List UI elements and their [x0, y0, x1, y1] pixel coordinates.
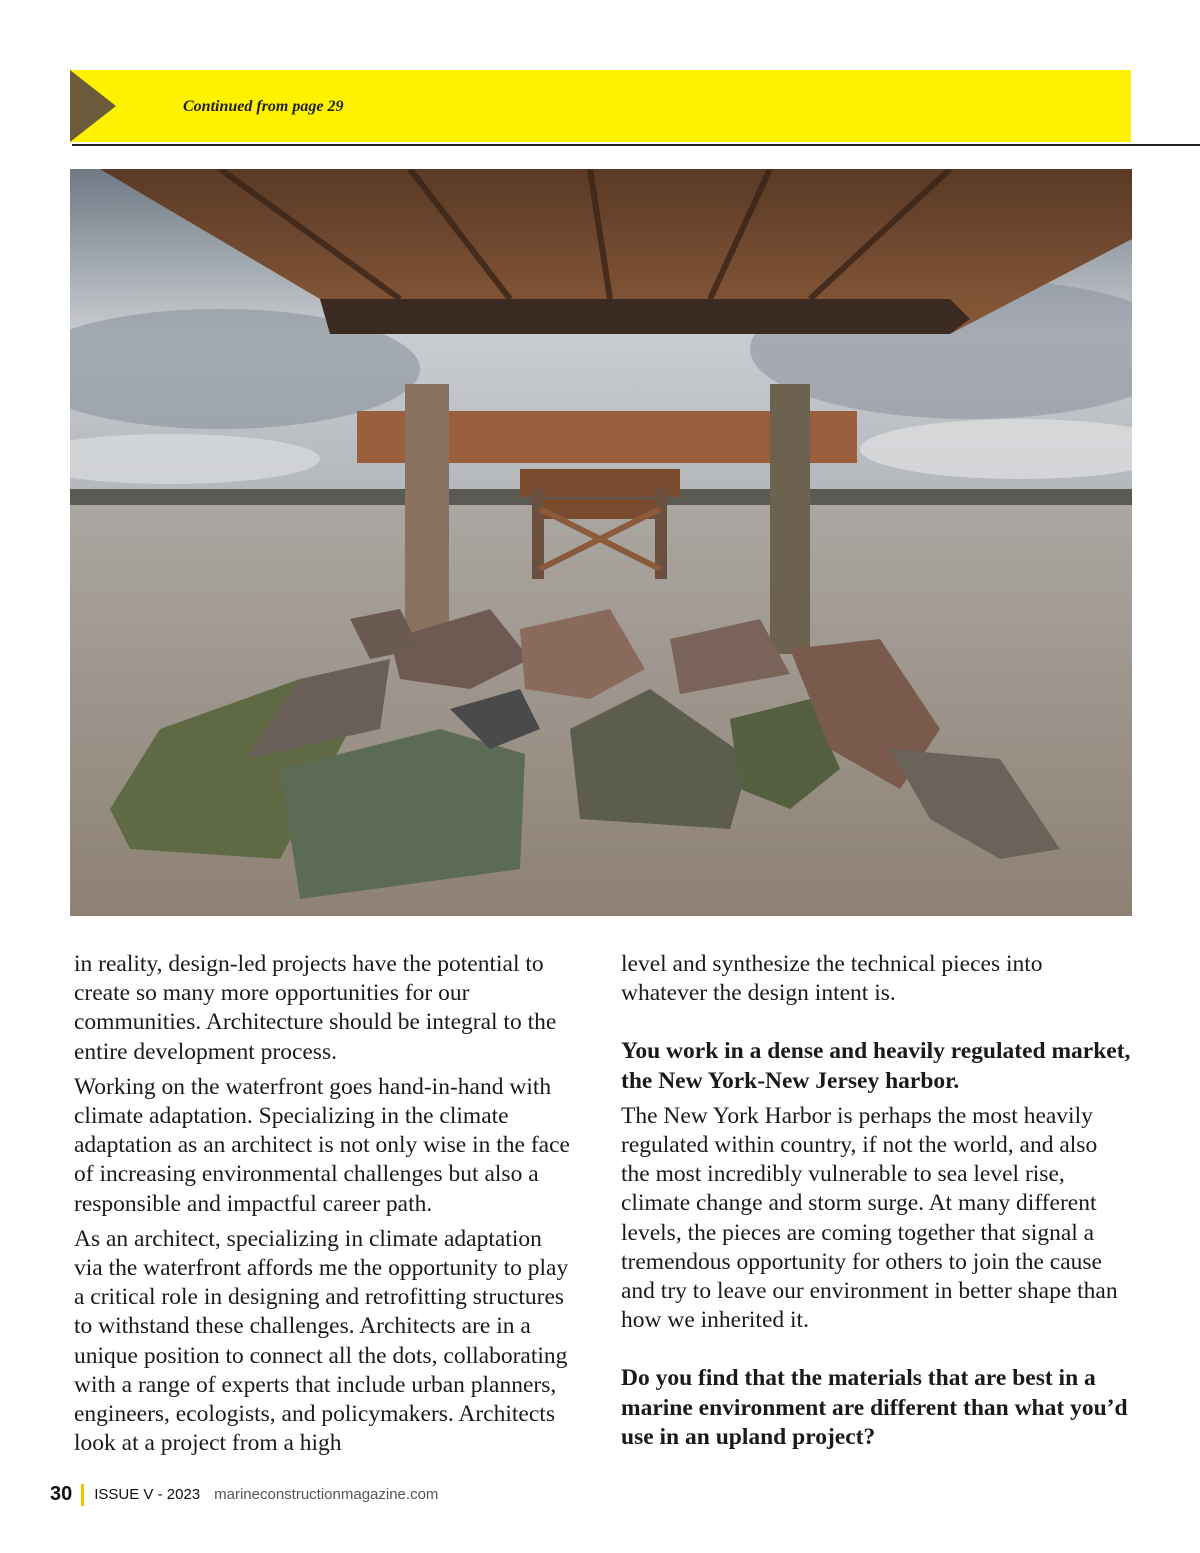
paragraph: As an architect, specializing in climate adaptation via the waterfront affords me the opportunity to play a critical role in designing and retrofitting structures to withstand these challenges. Architects are in a unique position to connect all the dots, collaborating with a range of experts that include urban planners, engineers, ecologists, and policymakers. Architects look at a project from a high	[74, 1225, 569, 1457]
footer-divider	[81, 1484, 84, 1506]
paragraph: Working on the waterfront goes hand-in-hand with climate adaptation. Specializing in the climate adaptation as an architect is not only wise in the face of increasing environmental challenges but also a responsible and impactful career path.	[74, 1073, 570, 1217]
left-column	[74, 950, 574, 1464]
paragraph: in reality, design-led projects have the potential to create so many more opportunities for our communities. Architecture should be integral to the entire development process.	[74, 951, 557, 1065]
right-column	[621, 950, 1131, 1458]
pier-illustration	[70, 169, 1132, 916]
interview-question: Do you find that the materials that are best in a marine environment are different than what you’d use in an upland project?	[621, 1365, 1128, 1450]
page-number: 30	[50, 1483, 73, 1505]
paragraph: The New York Harbor is perhaps the most heavily regulated within country, if not the world, and also the most incredibly vulnerable to sea level rise, climate change and storm surge. At many different levels, the pieces are coming together that signal a tremendous opportunity for others to join the cause and try to leave our environment in better shape than how we inherited it.	[621, 1102, 1118, 1334]
paragraph: level and synthesize the technical pieces into whatever the design intent is.	[621, 951, 1043, 1007]
pier-photo	[70, 169, 1132, 916]
website-link[interactable]: marineconstructionmagazine.com	[214, 1486, 439, 1503]
interview-question: You work in a dense and heavily regulated market, the New York-New Jersey harbor.	[621, 1038, 1131, 1094]
continued-banner	[70, 70, 1131, 142]
continued-label: Continued from page 29	[183, 98, 344, 115]
arrow-icon	[70, 70, 116, 142]
page-footer	[50, 1483, 438, 1506]
header-rule	[72, 144, 1200, 146]
issue-label: ISSUE V - 2023	[94, 1486, 201, 1503]
